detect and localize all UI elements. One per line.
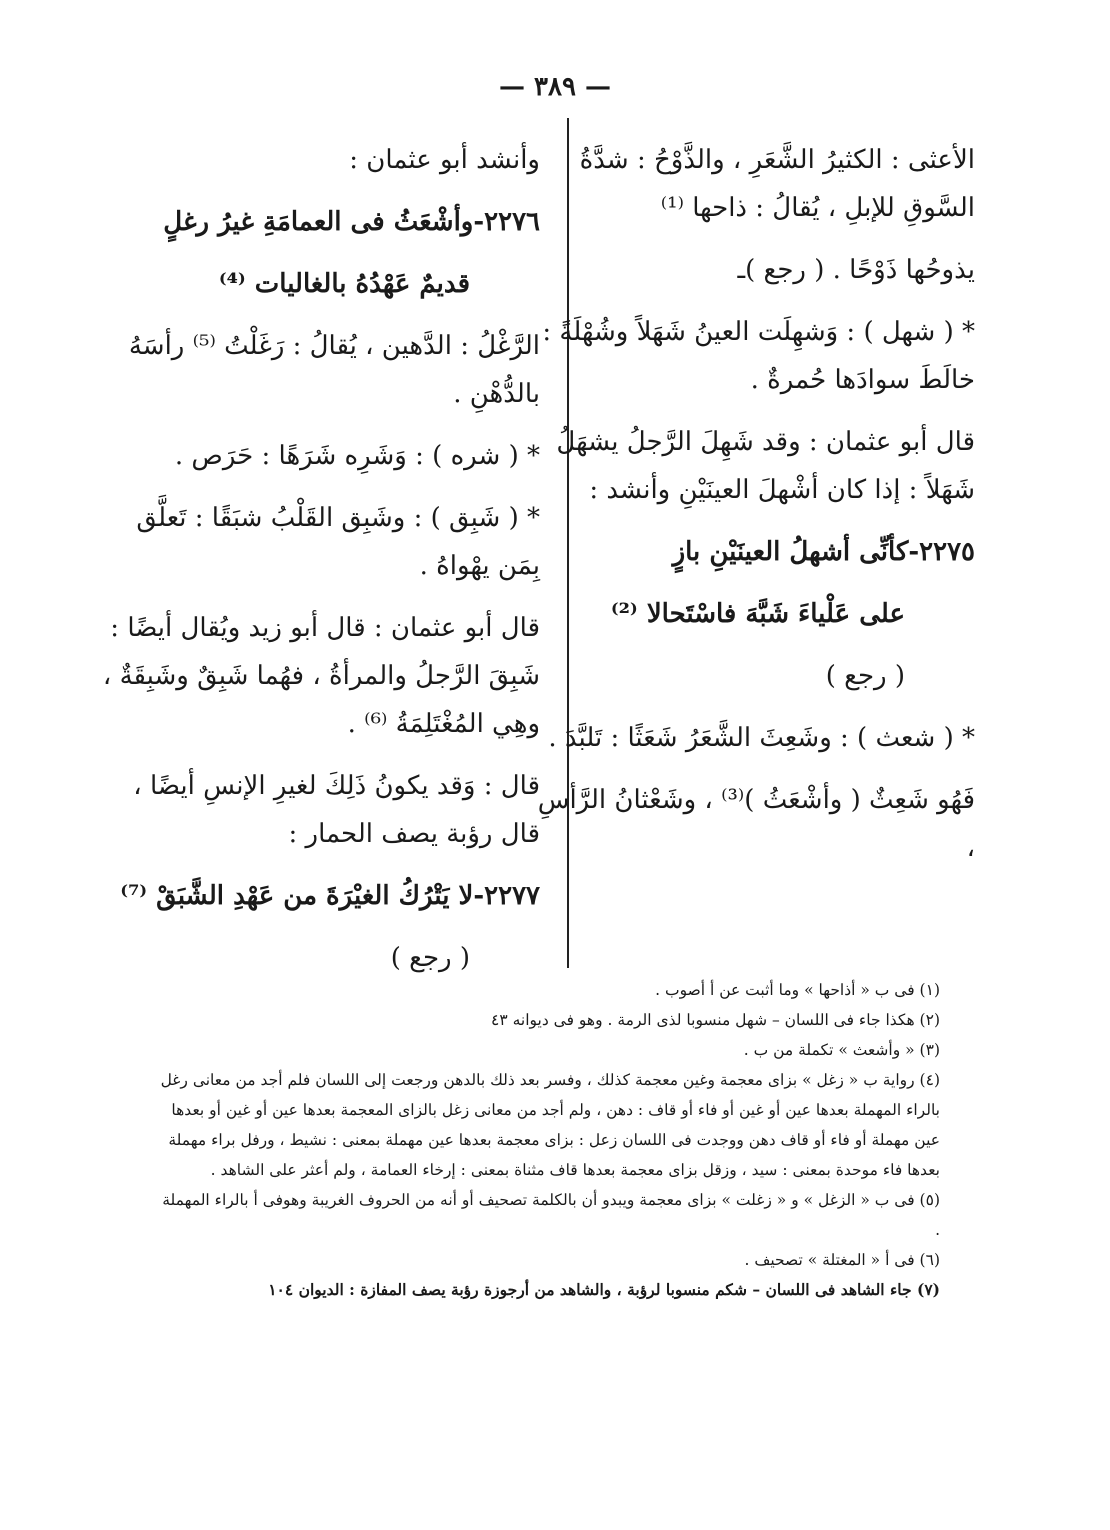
footnote-1: (١) فى ب « أذاحها » وما أثبت عن أ أصوب . <box>655 981 940 999</box>
paragraph: الأعثى : الكثيرُ الشَّعَرِ ، والذَّوْحُ : شدَّةُ السَّوقِ للإبلِ ، يُقالُ : ذاحها ⁽¹⁾ <box>579 145 975 223</box>
footnote-5: (٥) فى ب « الزغل » و « زغلت » بزاى معجمة ويبدو أن بالكلمة تصحيف أو أنه من الحروف الغريبة وهوفى أ بالراء المهملة . <box>162 1191 940 1239</box>
entry-shabiq: * ( شَبِق ) : وشَبِق القَلْبُ شبَقًا : تَعلَّق بِمَن يهْواهُ . <box>136 503 540 581</box>
paragraph: قال : وَقد يكونُ ذَلِكَ لغيرِ الإنسِ أيضًا ، قال رؤبة يصف الحمار : <box>133 771 540 849</box>
verse-2276-line2: قديمٌ عَهْدُهُ بالغاليات ⁽⁴⁾ <box>218 269 470 299</box>
paragraph: يذوحُها ذَوْحًا . ( رجع )ـ <box>737 255 975 285</box>
verse-2277: ٢٢٧٧-لا يَتْرُكُ الغيْرَةَ من عَهْدِ الشَّبَقْ ⁽⁷⁾ <box>120 881 540 911</box>
return-marker: ( رجع ) <box>390 943 470 973</box>
right-column <box>535 136 975 886</box>
paragraph: وأنشد أبو عثمان : <box>349 145 540 175</box>
footnote-4: (٤) رواية ب « زغل » بزاى معجمة وغين معجمة كذلك ، وفسر بعد ذلك بالدهن ورجعت إلى اللسان فلم أجد من معانى رغل بالراء المهملة بعدها عين أو غين أو فاء أو قاف : دهن ، ولم أجد من معانى زغل بالزاى المعجمة بعدها عين أو غين أو بعدها عين مهملة أو فاء أو قاف دهن ووجدت فى اللسان زعل : بزاى معجمة بعدها عين مهملة بمعنى : نشيط ، ورفل براء مهملة بعدها فاء موحدة بمعنى : سيد ، وزقل بزاى معجمة بعدها قاف مثناة بمعنى : إرخاء العمامة ، ولم أعثر على الشاهد . <box>160 1071 940 1179</box>
return-marker: ( رجع ) <box>825 661 905 691</box>
paragraph: قال أبو عثمان : وقد شَهِلَ الرَّجلُ يشهَلُ شَهَلاً : إذا كان أشْهلَ العينَيْنِ وأنشد : <box>556 427 975 505</box>
verse-2276-line1: ٢٢٧٦-وأشْعَثُ فى العمامَةِ غيرُ رغلٍ <box>163 207 540 237</box>
footnote-3: (٣) « وأشعث » تكملة من ب . <box>743 1041 940 1059</box>
paragraph: فَهُو شَعِثٌ ( وأشْعَثُ )⁽³⁾ ، وشَعْثانُ الرَّأسِ ، <box>537 785 975 863</box>
verse-2275-line2: على عَلْياءَ شَبَّهَ فاسْتَحالا ⁽²⁾ <box>610 599 905 629</box>
entry-shaath: * ( شعث ) : وشَعِثَ الشَّعَرُ شَعَثًا : تَلبَّدَ . <box>548 723 975 753</box>
paragraph: قال أبو عثمان : قال أبو زيد ويُقال أيضًا : شَبِقَ الرَّجلُ والمرأةُ ، فهُما شَبِقٌ وشَبِقَةٌ ، وهِي المُغْتَلِمَةُ ⁽⁶⁾ . <box>102 613 540 739</box>
footnote-7: (٧) جاء الشاهد فى اللسان – شكم منسوبا لرؤبة ، والشاهد من أرجوزة رؤبة يصف المفازة : الديوان ١٠٤ <box>268 1280 940 1299</box>
verse-2275-line1: ٢٢٧٥-كأنِّى أشهلُ العينَيْنِ بازٍ <box>672 537 975 567</box>
footnotes <box>160 975 980 1305</box>
page-number: — ٣٨٩ — <box>498 72 612 102</box>
paragraph: الرَّغْلُ : الدَّهين ، يُقالُ : رَغَلْتُ ⁽⁵⁾ رأسَهُ بالدُّهْنِ . <box>128 331 540 409</box>
footnote-6: (٦) فى أ « المغتلة » تصحيف . <box>744 1251 940 1269</box>
footnote-2: (٢) هكذا جاء فى اللسان – شهل منسوبا لذى الرمة . وهو فى ديوانه ٤٣ <box>491 1011 940 1029</box>
entry-shareh: * ( شره ) : وَشَرِه شَرَهًا : حَرَص . <box>174 441 540 471</box>
left-column <box>100 136 540 996</box>
entry-shahil: * ( شهل ) : وَشهِلَت العينُ شَهَلاً وشُهْلَةً : خالَطَ سوادَها حُمرةٌ . <box>542 317 975 395</box>
